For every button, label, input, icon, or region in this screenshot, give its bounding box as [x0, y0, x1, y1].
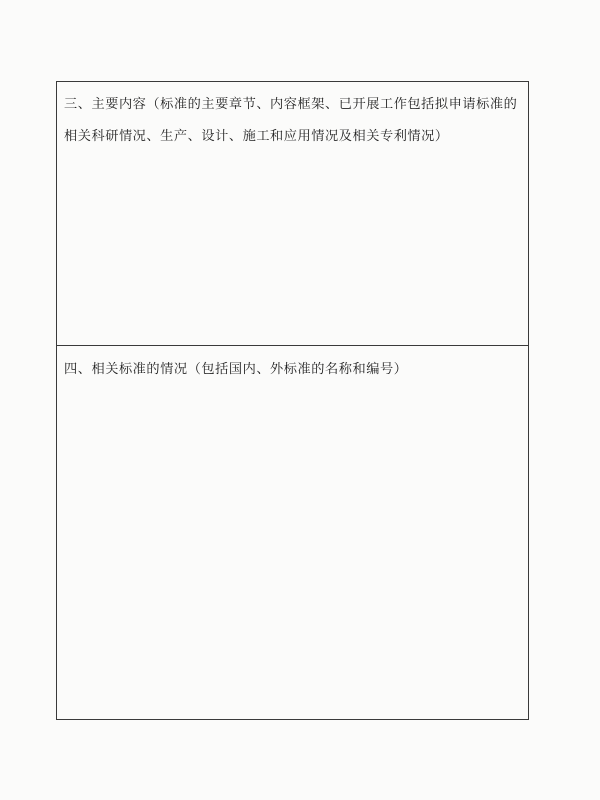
section-four-heading: 四、相关标准的情况（包括国内、外标准的名称和编号）	[64, 362, 408, 377]
form-table	[56, 81, 529, 720]
section-three-heading: 三、主要内容（标准的主要章节、内容框架、已开展工作包括拟申请标准的 相关科研情况、生产、设计、施工和应用情况及相关专利情况）	[64, 97, 518, 144]
section-divider	[56, 345, 529, 346]
